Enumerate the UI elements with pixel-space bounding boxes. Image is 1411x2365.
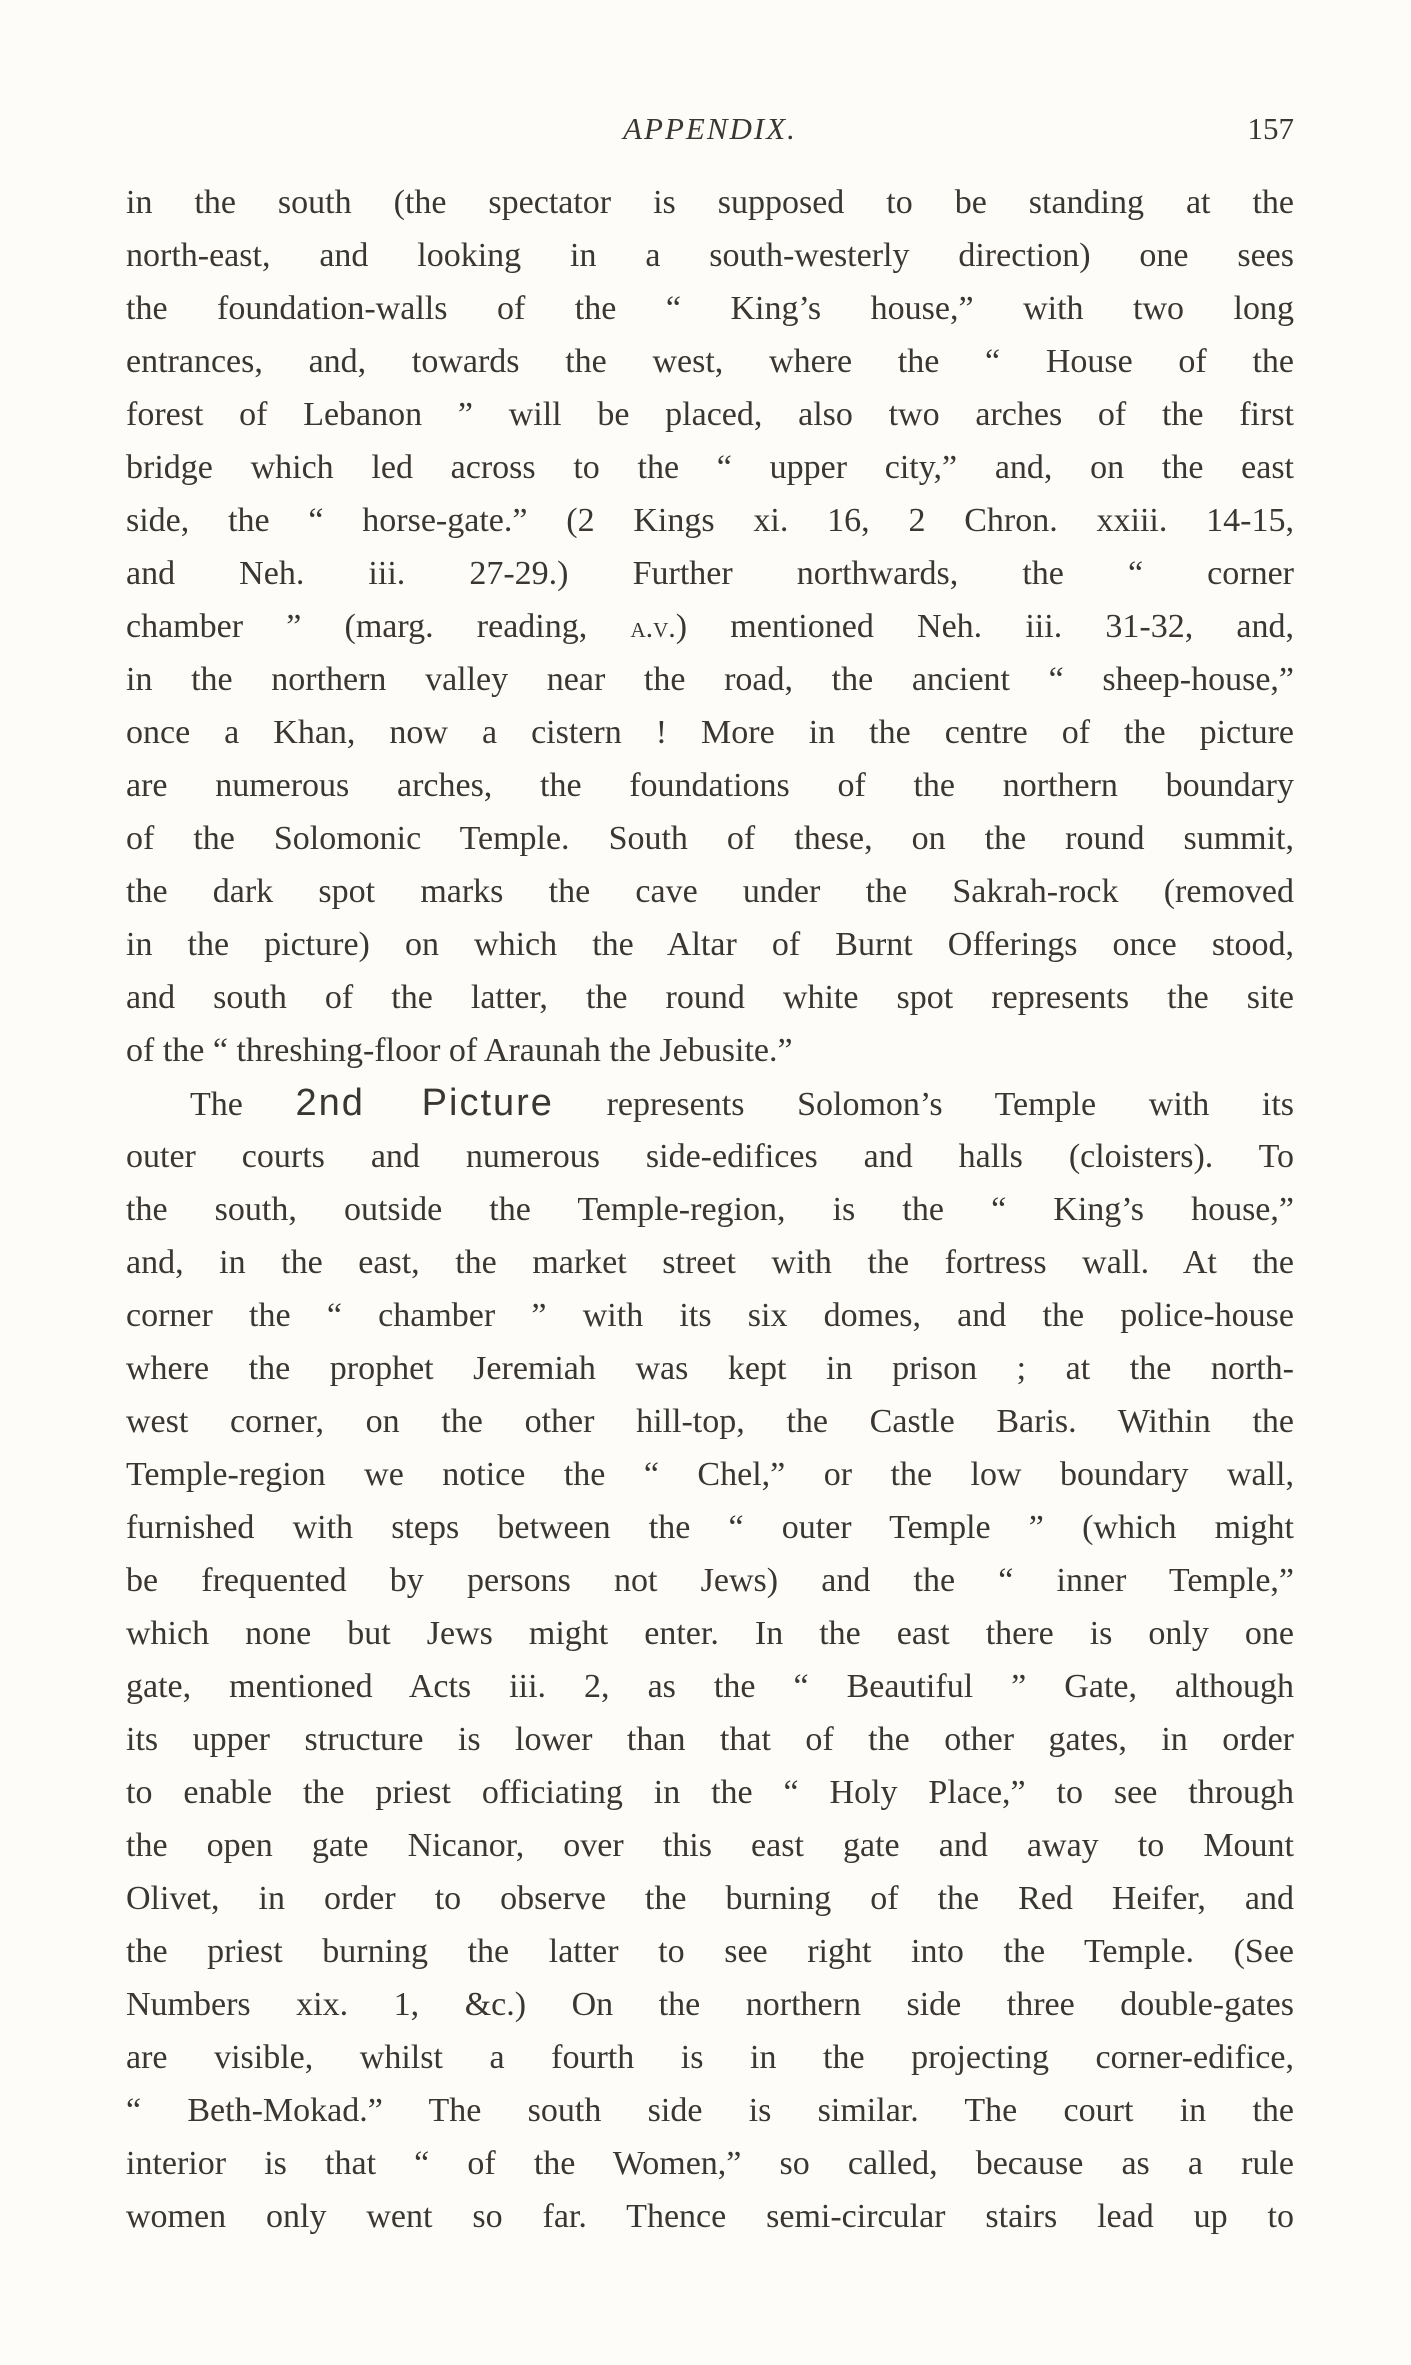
text-line: Olivet, in order to observe the burning of the Red Heifer, and [126, 1880, 1294, 1917]
text-line: outer courts and numerous side-edifices and halls (cloisters). To [126, 1138, 1294, 1175]
text-segment: The [190, 1086, 296, 1123]
body-text [126, 176, 1294, 2243]
text-line: are numerous arches, the foundations of the northern boundary [126, 767, 1294, 804]
text-line: once a Khan, now a cistern ! More in the centre of the picture [126, 714, 1294, 751]
text-line: its upper structure is lower than that of the other gates, in order [126, 1721, 1294, 1758]
text-line: bridge which led across to the “ upper city,” and, on the east [126, 449, 1294, 486]
paragraph-1 [126, 176, 1294, 1077]
text-line: where the prophet Jeremiah was kept in prison ; at the north- [126, 1350, 1294, 1387]
text-line: the priest burning the latter to see right into the Temple. (See [126, 1933, 1294, 1970]
text-segment: chamber ” (marg. reading, [126, 608, 631, 645]
text-line: and south of the latter, the round white spot represents the site [126, 979, 1294, 1016]
text-line: forest of Lebanon ” will be placed, also two arches of the first [126, 396, 1294, 433]
text-line: interior is that “ of the Women,” so called, because as a rule [126, 2145, 1294, 2182]
text-segment: ) mentioned Neh. iii. 31-32, and, [675, 608, 1294, 645]
text-line: north-east, and looking in a south-westerly direction) one sees [126, 237, 1294, 274]
text-line: entrances, and, towards the west, where the “ House of the [126, 343, 1294, 380]
text-line: of the Solomonic Temple. South of these, on the round summit, [126, 820, 1294, 857]
text-line: be frequented by persons not Jews) and the “ inner Temple,” [126, 1562, 1294, 1599]
text-line: Numbers xix. 1, &c.) On the northern side three double-gates [126, 1986, 1294, 2023]
text-line: are visible, whilst a fourth is in the projecting corner-edifice, [126, 2039, 1294, 2076]
picture-heading: 2nd Picture [295, 1082, 554, 1124]
text-line: in the south (the spectator is supposed to be standing at the [126, 184, 1294, 221]
text-line [126, 1077, 1294, 1130]
text-line: side, the “ horse-gate.” (2 Kings xi. 16, 2 Chron. xxiii. 14-15, [126, 502, 1294, 539]
text-line: women only went so far. Thence semi-circular stairs lead up to [126, 2198, 1294, 2235]
text-line: the dark spot marks the cave under the Sakrah-rock (removed [126, 873, 1294, 910]
text-line [126, 600, 1294, 653]
text-line: “ Beth-Mokad.” The south side is similar. The court in the [126, 2092, 1294, 2129]
text-segment: represents Solomon’s Temple with its [553, 1086, 1295, 1123]
paragraph-2 [126, 1077, 1294, 2243]
text-line: the foundation-walls of the “ King’s house,” with two long [126, 290, 1294, 327]
running-header [126, 104, 1294, 154]
text-line: in the picture) on which the Altar of Burnt Offerings once stood, [126, 926, 1294, 963]
running-title: APPENDIX. [623, 111, 797, 146]
text-line: Temple-region we notice the “ Chel,” or the low boundary wall, [126, 1456, 1294, 1493]
text-line: in the northern valley near the road, the ancient “ sheep-house,” [126, 661, 1294, 698]
abbreviation-smallcaps: a.v. [630, 611, 676, 644]
text-line: and Neh. iii. 27-29.) Further northwards, the “ corner [126, 555, 1294, 592]
text-line: west corner, on the other hill-top, the Castle Baris. Within the [126, 1403, 1294, 1440]
text-line: the south, outside the Temple-region, is the “ King’s house,” [126, 1191, 1294, 1228]
text-line: gate, mentioned Acts iii. 2, as the “ Beautiful ” Gate, although [126, 1668, 1294, 1705]
text-line: furnished with steps between the “ outer Temple ” (which might [126, 1509, 1294, 1546]
text-line: the open gate Nicanor, over this east gate and away to Mount [126, 1827, 1294, 1864]
text-line: corner the “ chamber ” with its six domes, and the police-house [126, 1297, 1294, 1334]
text-line: and, in the east, the market street with the fortress wall. At the [126, 1244, 1294, 1281]
text-line: which none but Jews might enter. In the east there is only one [126, 1615, 1294, 1652]
page-number: 157 [1247, 111, 1294, 146]
text-line: of the “ threshing-floor of Araunah the Jebusite.” [126, 1032, 793, 1069]
text-line: to enable the priest officiating in the “ Holy Place,” to see through [126, 1774, 1294, 1811]
